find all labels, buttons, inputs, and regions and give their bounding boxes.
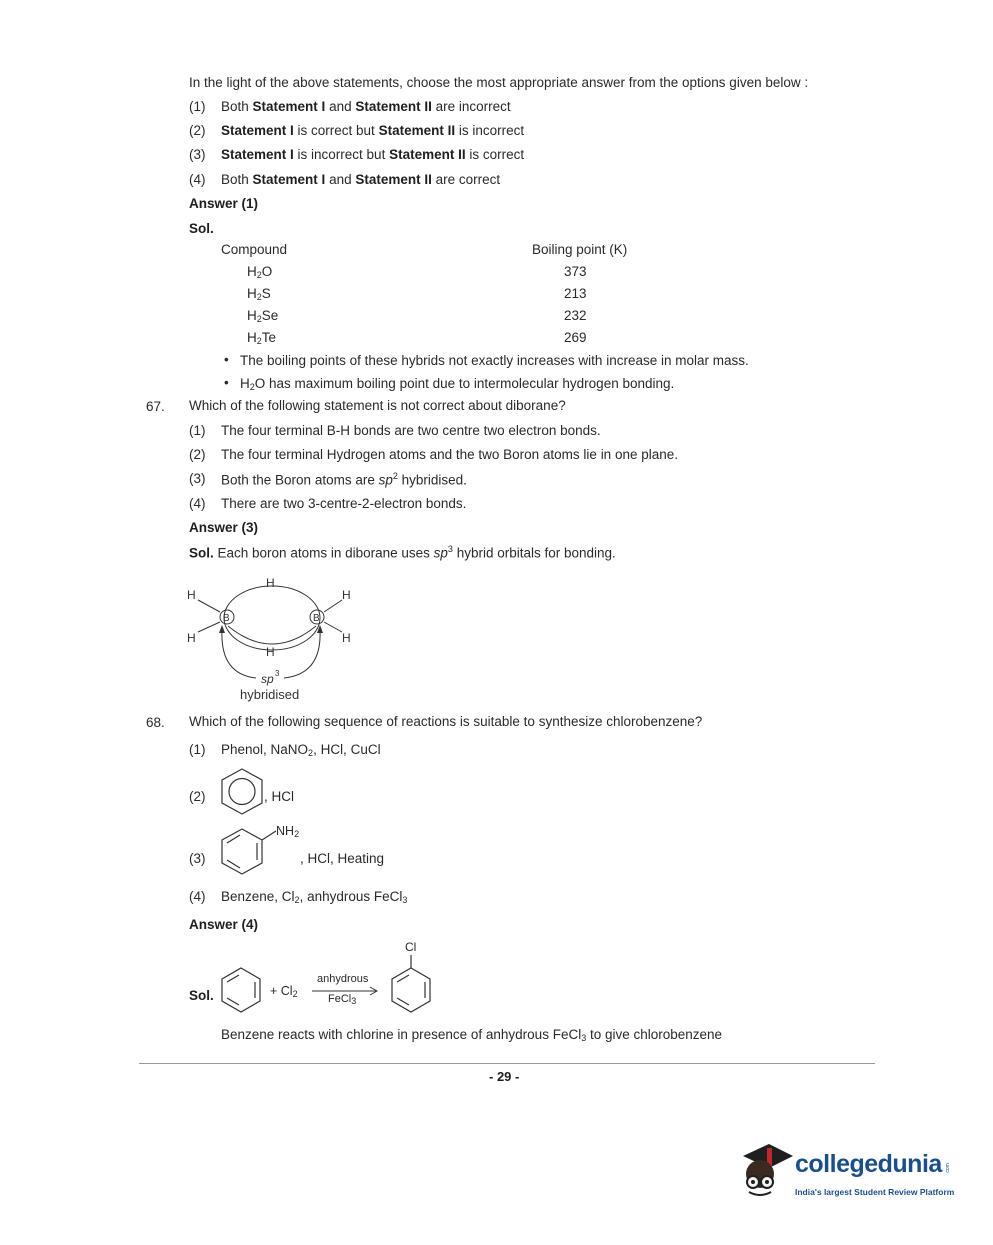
logo-wordmark: collegedunia: [795, 1150, 942, 1178]
q68-number: 68.: [146, 715, 165, 730]
table-header-bp: Boiling point (K): [532, 242, 628, 257]
option-number: (1): [189, 99, 206, 114]
sp3-arrow-right: [284, 630, 320, 678]
boron-atom: B: [313, 613, 320, 624]
page-number: - 29 -: [489, 1069, 520, 1084]
q68-sol-label: Sol.: [189, 988, 214, 1003]
q67-number: 67.: [146, 399, 165, 414]
q68-solution-text: Benzene reacts with chlorine in presence of anhydrous FeCl$_3$ to give chlorobenzene: [221, 1027, 723, 1043]
option-number: (1): [189, 742, 206, 757]
sp-sup: 3: [275, 669, 280, 678]
q68-answer: Answer (4): [189, 917, 259, 932]
q66-sol-label: Sol.: [189, 221, 214, 236]
collegedunia-mascot-icon: [735, 1138, 795, 1200]
bridge-bond: [224, 586, 320, 650]
table-cell-bp: 269: [564, 330, 587, 345]
option-number: (3): [189, 471, 206, 486]
terminal-h: H: [342, 631, 351, 645]
q67-option-1: The four terminal B-H bonds are two centre two electron bonds.: [221, 423, 601, 438]
q66-option-4: Both Statement I and Statement II are correct: [221, 172, 501, 187]
bridge-bond-lower: [228, 626, 316, 644]
q68-option-2: , HCl: [264, 789, 294, 804]
option-number: (2): [189, 447, 206, 462]
logo-com: .com: [945, 1163, 951, 1174]
table-cell-bp: 373: [564, 264, 587, 279]
product-cl: Cl: [405, 940, 417, 954]
option-number: (2): [189, 789, 206, 804]
q68-option-4: Benzene, $Cl_2$, anhydrous FeCl$_3$: [221, 889, 408, 905]
option-number: (2): [189, 123, 206, 138]
q68-question: Which of the following sequence of reactions is suitable to synthesize chlorobenzene?: [189, 714, 703, 729]
benzene-ring-icon: [220, 767, 266, 817]
amine-group: $NH_2$: [276, 824, 300, 839]
q67-answer: Answer (3): [189, 520, 259, 535]
option-number: (3): [189, 851, 206, 866]
q66-option-1: Both Statement I and Statement II are incorrect: [221, 99, 511, 114]
hybridised-label: hybridised: [240, 687, 300, 702]
chlorobenzene-product-icon: [389, 955, 435, 1017]
footer-divider: [139, 1063, 875, 1064]
q68-option-1: Phenol, NaNO$_2$, HCl, CuCl: [221, 742, 381, 758]
intro-text: In the light of the above statements, choose the most appropriate answer from the options given below :: [189, 75, 809, 90]
table-cell-bp: 213: [564, 286, 587, 301]
table-cell-compound: $H_2S$: [247, 286, 271, 302]
terminal-h: H: [187, 631, 196, 645]
chlorine-reagent: + $Cl_2$: [270, 984, 298, 999]
q66-answer: Answer (1): [189, 196, 259, 211]
option-number: (4): [189, 172, 206, 187]
boron-atom: B: [223, 613, 230, 624]
arrow-bottom-label: FeCl$_3$: [328, 993, 357, 1006]
bridge-h: H: [266, 576, 275, 590]
table-cell-compound: $H_2Te$: [247, 330, 277, 346]
table-cell-bp: 232: [564, 308, 587, 323]
benzene-reactant-icon: [220, 966, 264, 1016]
diborane-structure: [180, 570, 380, 710]
terminal-h: H: [187, 588, 196, 602]
bullet-dot: •: [224, 375, 229, 390]
sp3-arrow-left: [222, 630, 256, 678]
option-number: (4): [189, 889, 206, 904]
bullet-dot: •: [224, 352, 229, 367]
q68-option-3: , HCl, Heating: [300, 851, 385, 866]
option-number: (1): [189, 423, 206, 438]
bullet-1: The boiling points of these hybrids not exactly increases with increase in molar mass.: [240, 353, 749, 368]
terminal-h: H: [342, 588, 351, 602]
sp-label: sp: [261, 672, 274, 686]
bridge-h: H: [266, 645, 275, 659]
q67-option-3: Both the Boron atoms are $sp^2$ hybridised.: [221, 471, 467, 488]
bullet-2: $H_2O$ has maximum boiling point due to intermolecular hydrogen bonding.: [240, 376, 675, 392]
arrow-top-label: anhydrous: [317, 973, 369, 985]
table-cell-compound: $H_2O$: [247, 264, 273, 280]
q67-question: Which of the following statement is not correct about diborane?: [189, 398, 566, 413]
q67-option-4: There are two 3-centre-2-electron bonds.: [221, 496, 467, 511]
q67-option-2: The four terminal Hydrogen atoms and the two Boron atoms lie in one plane.: [221, 447, 679, 462]
option-number: (3): [189, 147, 206, 162]
table-header-compound: Compound: [221, 242, 288, 257]
logo-tagline: India's largest Student Review Platform: [795, 1187, 955, 1197]
table-cell-compound: $H_2Se$: [247, 308, 279, 324]
q67-solution: Sol. Each boron atoms in diborane uses $sp^3$ hybrid orbitals for bonding.: [189, 544, 616, 561]
q66-option-2: Statement I is correct but Statement II is incorrect: [221, 123, 525, 138]
option-number: (4): [189, 496, 206, 511]
q66-option-3: Statement I is incorrect but Statement II is correct: [221, 147, 525, 162]
